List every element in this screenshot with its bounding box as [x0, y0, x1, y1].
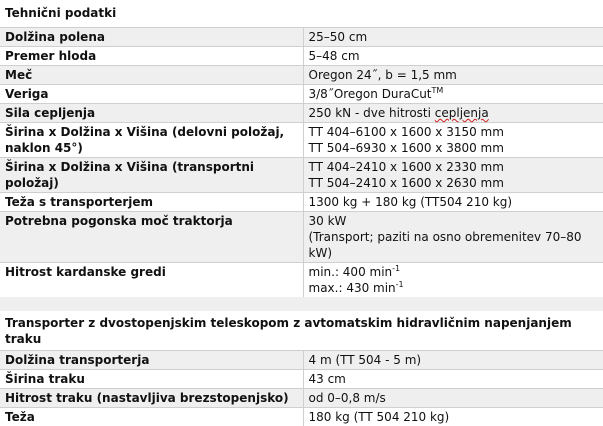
- spellcheck-underlined-word: cepljenja: [435, 106, 489, 120]
- row-label: Širina x Dolžina x Višina (delovni položaj, naklon 45°): [0, 123, 303, 158]
- value-line: TT 504–2410 x 1600 x 2630 mm: [309, 175, 599, 191]
- row-value: [303, 263, 603, 298]
- value-text: max.: 430 min: [309, 281, 396, 295]
- table-row: [0, 66, 603, 85]
- row-value: 25–50 cm: [303, 28, 603, 47]
- trademark-sup: TM: [432, 86, 444, 95]
- value-text: min.: 400 min: [309, 265, 393, 279]
- table-row: [0, 47, 603, 66]
- row-label: Širina traku: [0, 370, 303, 389]
- row-value: 43 cm: [303, 370, 603, 389]
- value-line: 30 kW: [309, 213, 599, 229]
- section1-title: Tehnični podatki: [0, 0, 603, 28]
- row-value: od 0–0,8 m/s: [303, 389, 603, 408]
- row-value: [303, 158, 603, 193]
- section2-header: [0, 311, 603, 351]
- table-row: [0, 193, 603, 212]
- value-line: (Transport; paziti na osno obremenitev 70–80 kW): [309, 229, 599, 261]
- value-line: [309, 264, 599, 280]
- row-value: [303, 123, 603, 158]
- value-line: TT 404–6100 x 1600 x 3150 mm: [309, 124, 599, 140]
- table-row: [0, 408, 603, 426]
- exponent-sup: -1: [392, 264, 400, 273]
- row-label: Širina x Dolžina x Višina (transportni položaj): [0, 158, 303, 193]
- row-value: [303, 85, 603, 104]
- row-value: 1300 kg + 180 kg (TT504 210 kg): [303, 193, 603, 212]
- row-label: Veriga: [0, 85, 303, 104]
- exponent-sup: -1: [396, 280, 404, 289]
- section2-title: Transporter z dvostopenjskim teleskopom z avtomatskim hidravličnim napenjanjem traku: [0, 311, 603, 351]
- row-label: Hitrost traku (nastavljiva brezstopenjsko): [0, 389, 303, 408]
- section1-header: [0, 0, 603, 28]
- table-row: [0, 351, 603, 370]
- value-text: 250 kN - dve hitrosti: [309, 106, 435, 120]
- row-value: [303, 104, 603, 123]
- row-label: Dolžina polena: [0, 28, 303, 47]
- row-value: 5–48 cm: [303, 47, 603, 66]
- value-line: TT 504–6930 x 1600 x 3800 mm: [309, 140, 599, 156]
- table-row: [0, 123, 603, 158]
- table-row: [0, 28, 603, 47]
- row-label: Dolžina transporterja: [0, 351, 303, 370]
- row-value: [303, 212, 603, 263]
- row-label: Sila cepljenja: [0, 104, 303, 123]
- row-label: Teža s transporterjem: [0, 193, 303, 212]
- row-label: Meč: [0, 66, 303, 85]
- table-row: [0, 263, 603, 298]
- value-line: TT 404–2410 x 1600 x 2330 mm: [309, 159, 599, 175]
- table-row: [0, 370, 603, 389]
- row-value: 180 kg (TT 504 210 kg): [303, 408, 603, 426]
- row-value: Oregon 24˝, b = 1,5 mm: [303, 66, 603, 85]
- row-label: Premer hloda: [0, 47, 303, 66]
- section-spacer: [0, 297, 603, 311]
- row-label: Hitrost kardanske gredi: [0, 263, 303, 298]
- row-label: Potrebna pogonska moč traktorja: [0, 212, 303, 263]
- value-text: 3/8˝Oregon DuraCut: [309, 87, 432, 101]
- row-label: Teža: [0, 408, 303, 426]
- table-row: [0, 389, 603, 408]
- row-value: 4 m (TT 504 - 5 m): [303, 351, 603, 370]
- table-row: [0, 158, 603, 193]
- value-line: [309, 280, 599, 296]
- table-row: [0, 212, 603, 263]
- table-row: [0, 85, 603, 104]
- table-row: [0, 104, 603, 123]
